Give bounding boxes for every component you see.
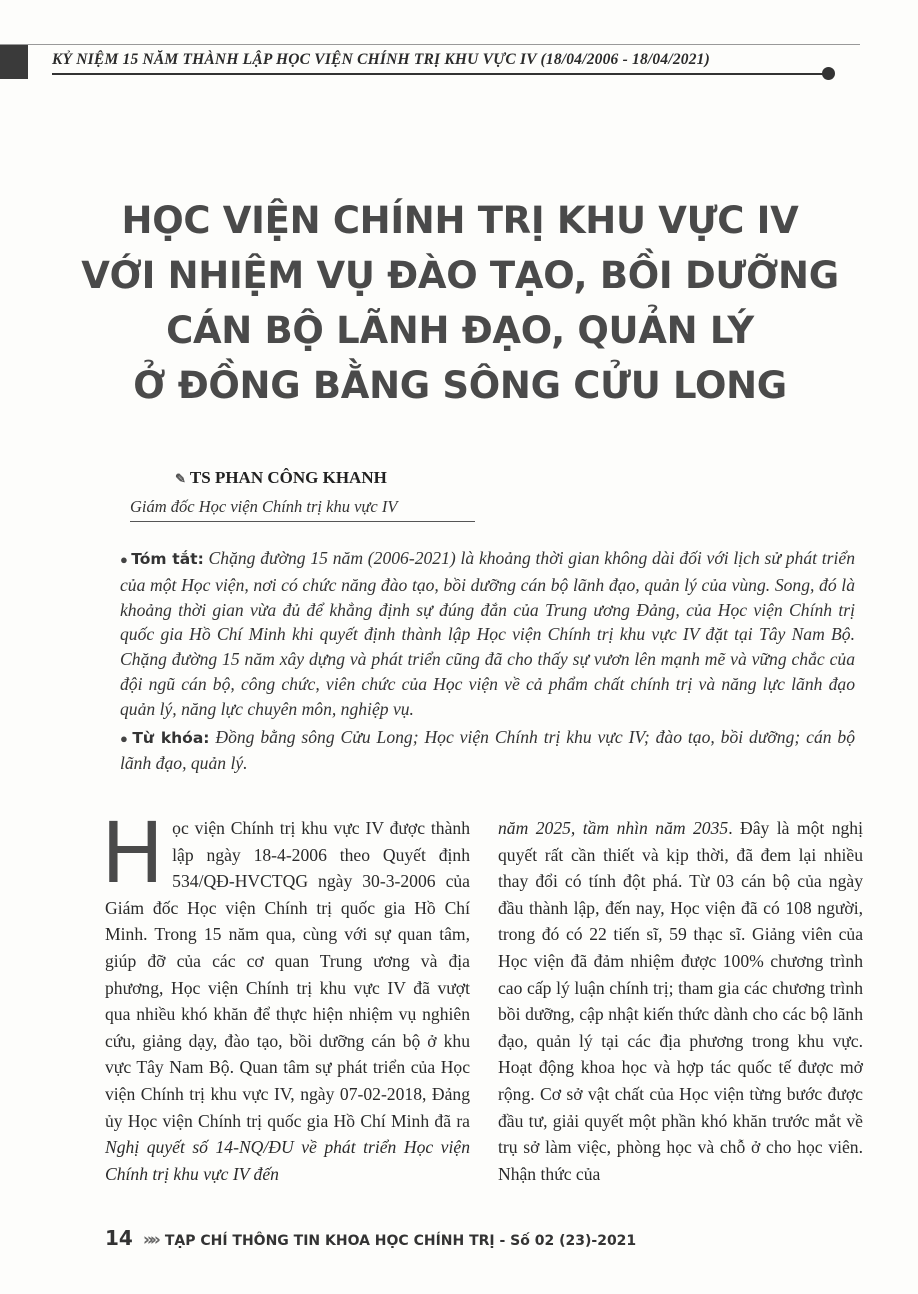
author-byline — [175, 468, 387, 488]
abstract-block — [120, 546, 855, 779]
col1-text: ọc viện Chính trị khu vực IV được thành lập ngày 18-4-2006 theo Quyết định 534/QĐ-HVCTQG ngày 30-3-2006 của Giám đốc Học viện Chính trị quốc gia Hồ Chí Minh. Trong 15 năm qua, cùng với sự quan tâm, giúp đỡ của các cơ quan Trung ương và địa phương, Học viện Chính trị khu vực IV đã vượt qua nhiều khó khăn để thực hiện nhiệm vụ nghiên cứu, giảng dạy, đào tạo, bồi dưỡng cán bộ ở khu vực Tây Nam Bộ. Quan tâm sự phát triển của Học viện Chính trị khu vực IV, ngày 07-02-2018, Đảng ủy Học viện Chính trị quốc gia Hồ Chí Minh đã ra — [105, 818, 470, 1131]
title-line-4: Ở ĐỒNG BẰNG SÔNG CỬU LONG — [133, 364, 787, 407]
running-header — [0, 44, 860, 79]
abstract-keywords — [120, 725, 855, 777]
header-tab-decoration — [0, 45, 28, 79]
author-affiliation: Giám đốc Học viện Chính trị khu vực IV — [130, 497, 398, 516]
chevron-right-icon: »» — [142, 1230, 157, 1250]
page-number: 14 — [105, 1226, 133, 1250]
summary-text: Chặng đường 15 năm (2006-2021) là khoảng thời gian không dài đối với lịch sử phát triển của một Học viện, nơi có chức năng đào tạo, bồi dưỡng cán bộ lãnh đạo, quản lý của vùng. Song, đó là khoảng thời gian vừa đủ để khẳng định sự đúng đắn của Trung ương Đảng, của Học viện Chính trị quốc gia Hồ Chí Minh khi quyết định thành lập Học viện Chính trị khu vực IV đặt tại Tây Nam Bộ. Chặng đường 15 năm xây dựng và phát triển cũng đã cho thấy sự vươn lên mạnh mẽ và vững chắc của đội ngũ cán bộ, công chức, viên chức của Học viện về cả phẩm chất chính trị và năng lực lãnh đạo quản lý, năng lực chuyên môn, nghiệp vụ. — [120, 548, 855, 719]
drop-cap: H — [101, 804, 165, 902]
title-line-3: CÁN BỘ LÃNH ĐẠO, QUẢN LÝ — [166, 309, 754, 352]
col2-text: . Đây là một nghị quyết rất cần thiết và kịp thời, đã đem lại nhiều thay đổi có tính đột phá. Từ 03 cán bộ của ngày đầu thành lập, đến nay, Học viện đã có 108 người, trong đó có 22 tiến sĩ, 59 thạc sĩ. Giảng viên của Học viện đã đảm nhiệm được 100% chương trình cao cấp lý luận chính trị; tham gia các chương trình bồi dưỡng, cập nhật kiến thức dành cho các bộ lãnh đạo, quản lý tại các địa phương trong khu vực. Hoạt động khoa học và hợp tác quốc tế được mở rộng. Cơ sở vật chất của Học viện từng bước được đầu tư, giải quyết một phần khó khăn trước mắt về trụ sở làm việc, phòng học và chỗ ở cho học viên. Nhận thức của — [498, 818, 863, 1184]
header-rule — [52, 73, 830, 75]
bullet-icon: ● — [120, 552, 129, 567]
keywords-text: Đồng bằng sông Cửu Long; Học viện Chính trị khu vực IV; đào tạo, bồi dưỡng; cán bộ lãnh đạo, quản lý. — [120, 726, 856, 774]
author-name: TS PHAN CÔNG KHANH — [189, 468, 387, 487]
running-header-text: KỶ NIỆM 15 NĂM THÀNH LẬP HỌC VIỆN CHÍNH TRỊ KHU VỰC IV (18/04/2006 - 18/04/2021) — [52, 51, 710, 68]
page-footer — [105, 1226, 636, 1256]
col2-italic-text: năm 2025, tầm nhìn năm 2035 — [498, 818, 729, 838]
summary-label: Tóm tắt: — [131, 550, 204, 568]
header-dot-decoration — [822, 67, 835, 80]
body-column-left — [101, 804, 470, 1187]
article-title — [60, 193, 860, 413]
bullet-icon: ● — [120, 730, 130, 746]
body-column-right — [498, 815, 863, 1187]
author-pen-icon: ✎ — [175, 471, 186, 486]
col1-italic-text: Nghị quyết số 14-NQ/ĐU về phát triển Học viện Chính trị khu vực IV đến — [105, 1137, 470, 1184]
journal-name: TẠP CHÍ THÔNG TIN KHOA HỌC CHÍNH TRỊ - Số 02 (23)-2021 — [164, 1233, 637, 1249]
keywords-label: Từ khóa: — [132, 728, 210, 747]
abstract-summary — [120, 546, 855, 722]
title-line-1: HỌC VIỆN CHÍNH TRỊ KHU VỰC IV — [121, 199, 799, 242]
title-line-2: VỚI NHIỆM VỤ ĐÀO TẠO, BỒI DƯỠNG — [81, 254, 839, 297]
affiliation-rule — [130, 521, 475, 522]
